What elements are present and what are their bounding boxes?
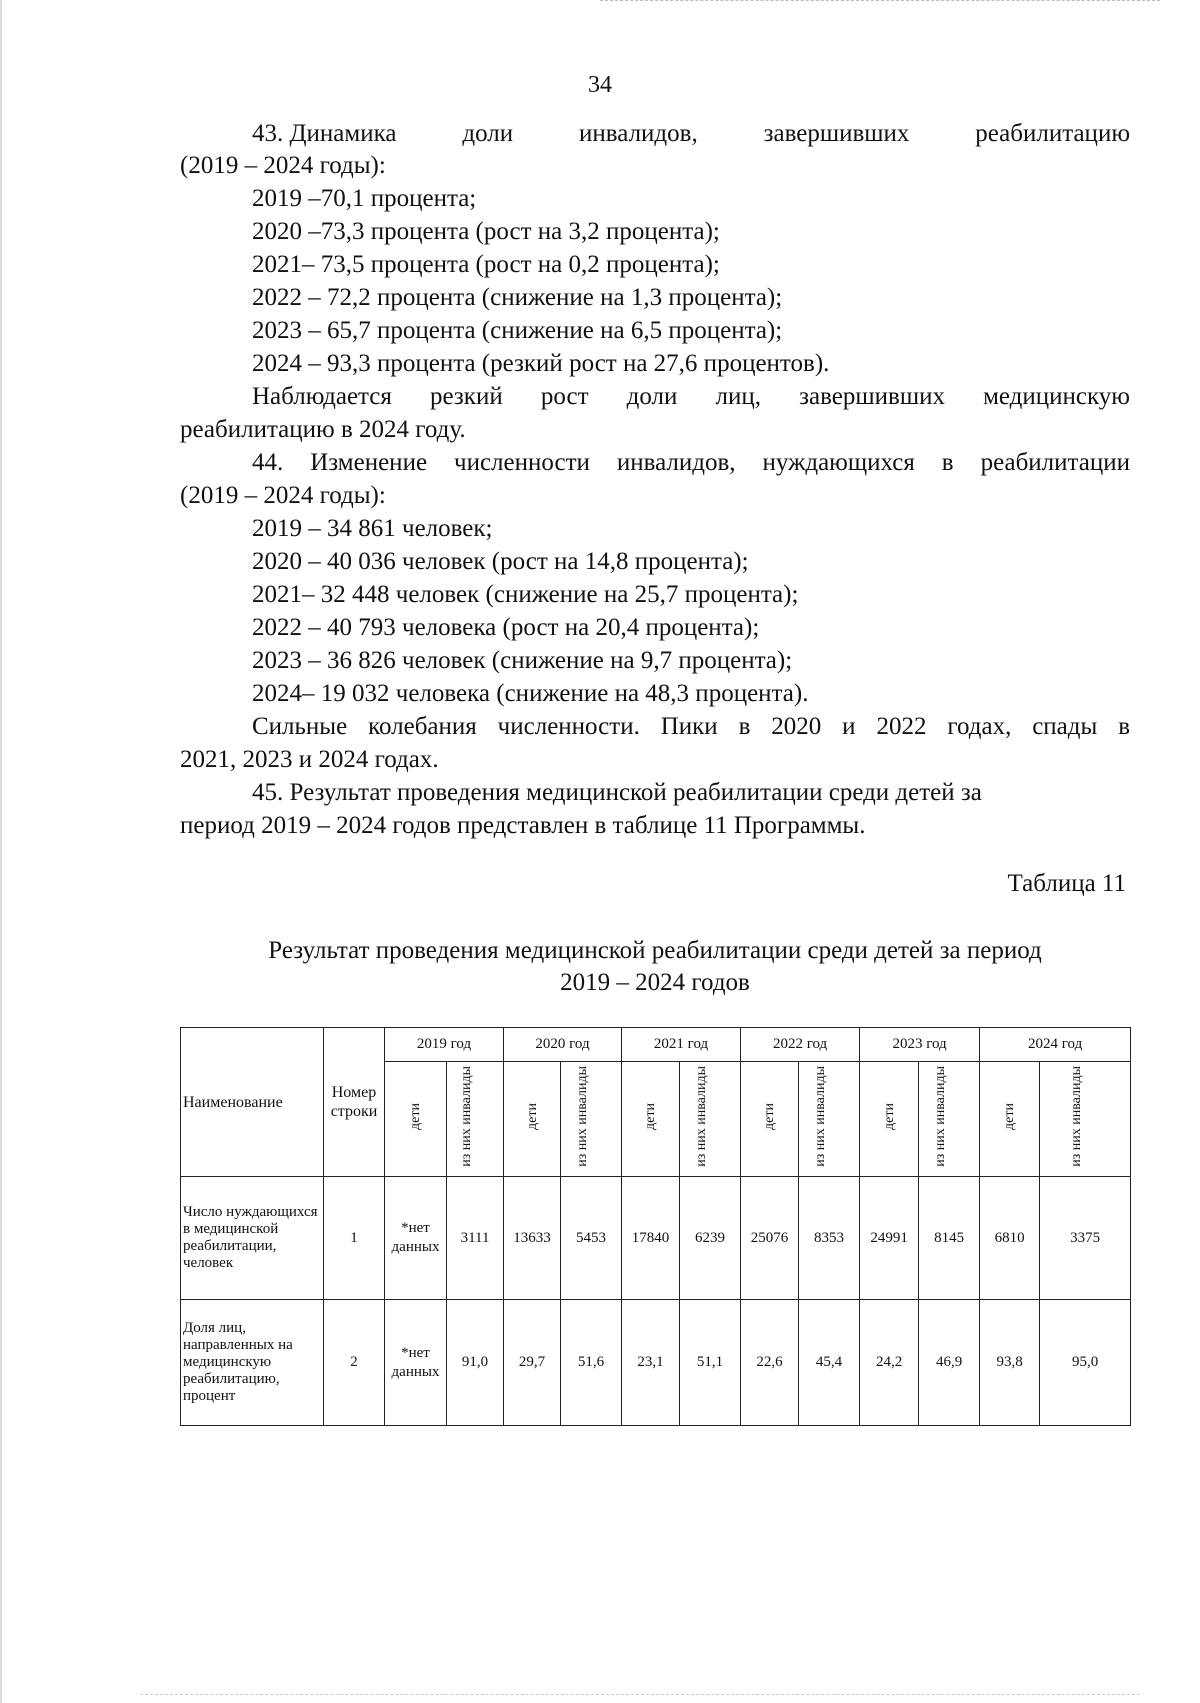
table-cell: 22,6 xyxy=(741,1300,799,1426)
table-cell: 46,9 xyxy=(919,1300,980,1426)
table-cell: *нет данных xyxy=(385,1300,447,1426)
section45-line2: период 2019 – 2024 годов представлен в таблице 11 Программы. xyxy=(180,812,866,839)
header-rownum: Номер строки xyxy=(324,1028,385,1177)
table-cell: 17840 xyxy=(622,1177,680,1300)
header-sub-disabled xyxy=(561,1062,622,1177)
header-sub-children xyxy=(504,1062,561,1177)
table-caption: Таблица 11 xyxy=(1007,870,1126,897)
table-cell: 6810 xyxy=(980,1177,1040,1300)
table-cell: 8353 xyxy=(799,1177,860,1300)
section43-item: 2023 – 65,7 процента (снижение на 6,5 процента); xyxy=(252,317,783,344)
row-name: Число нуждающихся в медицинской реабилитации, человек xyxy=(181,1177,324,1300)
section43-conclusion-line2: реабилитацию в 2024 году. xyxy=(180,416,466,443)
header-sub-disabled xyxy=(447,1062,504,1177)
header-year: 2021 год xyxy=(622,1028,741,1062)
header-sub-disabled xyxy=(1040,1062,1131,1177)
table-cell: 24991 xyxy=(860,1177,919,1300)
heading-word: завершивших xyxy=(763,120,910,147)
heading-word: инвалидов, xyxy=(579,120,698,147)
section43-item: 2022 – 72,2 процента (снижение на 1,3 процента); xyxy=(252,284,783,311)
sub-label: дети xyxy=(881,1103,897,1130)
section43-item: 2024 – 93,3 процента (резкий рост на 27,6 процентов). xyxy=(252,350,830,377)
table-cell: 3375 xyxy=(1040,1177,1131,1300)
table-row xyxy=(181,1177,1131,1300)
table-cell: 93,8 xyxy=(980,1300,1040,1426)
table-cell: 13633 xyxy=(504,1177,561,1300)
section44-conclusion-line2: 2021, 2023 и 2024 годах. xyxy=(180,746,439,773)
row-name: Доля лиц, направленных на медицинскую реабилитацию, процент xyxy=(181,1300,324,1426)
section44-conclusion-line1: Сильные колебания численности. Пики в 2020 и 2022 годах, спады в xyxy=(252,713,1130,740)
header-year: 2022 год xyxy=(741,1028,860,1062)
sub-label: из них инвалиды xyxy=(813,1066,829,1167)
header-year: 2023 год xyxy=(860,1028,980,1062)
section44-item: 2020 – 40 036 человек (рост на 14,8 процента); xyxy=(252,548,749,575)
results-table xyxy=(180,1027,1131,1426)
header-sub-children xyxy=(385,1062,447,1177)
table-cell: 24,2 xyxy=(860,1300,919,1426)
table-header-row-years xyxy=(181,1028,1131,1062)
header-sub-disabled xyxy=(919,1062,980,1177)
section44-item: 2021– 32 448 человек (снижение на 25,7 процента); xyxy=(252,581,799,608)
page-number: 34 xyxy=(588,72,612,98)
table-cell: 95,0 xyxy=(1040,1300,1131,1426)
section44-item: 2019 – 34 861 человек; xyxy=(252,515,493,542)
heading-word: реабилитацию xyxy=(975,120,1130,147)
sub-label: из них инвалиды xyxy=(1069,1066,1085,1167)
header-sub-children xyxy=(980,1062,1040,1177)
sub-label: из них инвалиды xyxy=(933,1066,949,1167)
table-cell: 3111 xyxy=(447,1177,504,1300)
section43-item: 2021– 73,5 процента (рост на 0,2 процента); xyxy=(252,251,720,278)
section43-conclusion-line1: Наблюдается резкий рост доли лиц, завершивших медицинскую xyxy=(252,383,1130,410)
sub-label: дети xyxy=(1002,1103,1018,1130)
scan-artifact-top xyxy=(600,0,1160,3)
sub-label: дети xyxy=(408,1103,423,1130)
table-cell: 25076 xyxy=(741,1177,799,1300)
section44-item: 2022 – 40 793 человека (рост на 20,4 процента); xyxy=(252,614,760,641)
section44-item: 2023 – 36 826 человек (снижение на 9,7 процента); xyxy=(252,647,793,674)
section43-heading xyxy=(252,118,1130,150)
header-year: 2020 год xyxy=(504,1028,622,1062)
header-year: 2024 год xyxy=(980,1028,1131,1062)
table-cell: 23,1 xyxy=(622,1300,680,1426)
sub-label: дети xyxy=(524,1103,540,1130)
table-title xyxy=(180,935,1130,999)
table-cell: 29,7 xyxy=(504,1300,561,1426)
table-cell: 51,1 xyxy=(680,1300,741,1426)
table-cell: 45,4 xyxy=(799,1300,860,1426)
section44-heading-line2: (2019 – 2024 годы): xyxy=(180,482,386,509)
row-number: 2 xyxy=(324,1300,385,1426)
header-name: Наименование xyxy=(181,1028,324,1177)
sub-label: дети xyxy=(643,1103,659,1130)
heading-word: доли xyxy=(462,120,514,147)
section43-item: 2019 –70,1 процента; xyxy=(252,185,477,212)
heading-word: 43. Динамика xyxy=(252,120,397,147)
header-sub-disabled xyxy=(799,1062,860,1177)
table-cell: 5453 xyxy=(561,1177,622,1300)
header-sub-children xyxy=(860,1062,919,1177)
table-cell: 91,0 xyxy=(447,1300,504,1426)
section44-heading: 44. Изменение численности инвалидов, нуждающихся в реабилитации xyxy=(252,449,1130,476)
sub-label: из них инвалиды xyxy=(694,1066,710,1167)
table-title-line1: Результат проведения медицинской реабилитации среди детей за период xyxy=(268,937,1042,964)
header-sub-children xyxy=(622,1062,680,1177)
table-title-line2: 2019 – 2024 годов xyxy=(560,969,750,996)
row-number: 1 xyxy=(324,1177,385,1300)
header-sub-children xyxy=(741,1062,799,1177)
sub-label: дети xyxy=(762,1103,778,1130)
header-year: 2019 год xyxy=(385,1028,504,1062)
scan-artifact-bottom xyxy=(140,1694,1140,1697)
section44-item: 2024– 19 032 человека (снижение на 48,3 процента). xyxy=(252,680,809,707)
section43-heading-line2: (2019 – 2024 годы): xyxy=(180,152,386,179)
table-cell: 6239 xyxy=(680,1177,741,1300)
section43-item: 2020 –73,3 процента (рост на 3,2 процента); xyxy=(252,218,720,245)
sub-label: из них инвалиды xyxy=(575,1066,591,1167)
section45-line1: 45. Результат проведения медицинской реабилитации среди детей за xyxy=(252,779,982,806)
scan-edge xyxy=(0,0,2,1703)
table-cell: *нет данных xyxy=(385,1177,447,1300)
table-row xyxy=(181,1300,1131,1426)
header-sub-disabled xyxy=(680,1062,741,1177)
sub-label: из них инвалиды xyxy=(459,1066,474,1167)
table-cell: 51,6 xyxy=(561,1300,622,1426)
table-cell: 8145 xyxy=(919,1177,980,1300)
